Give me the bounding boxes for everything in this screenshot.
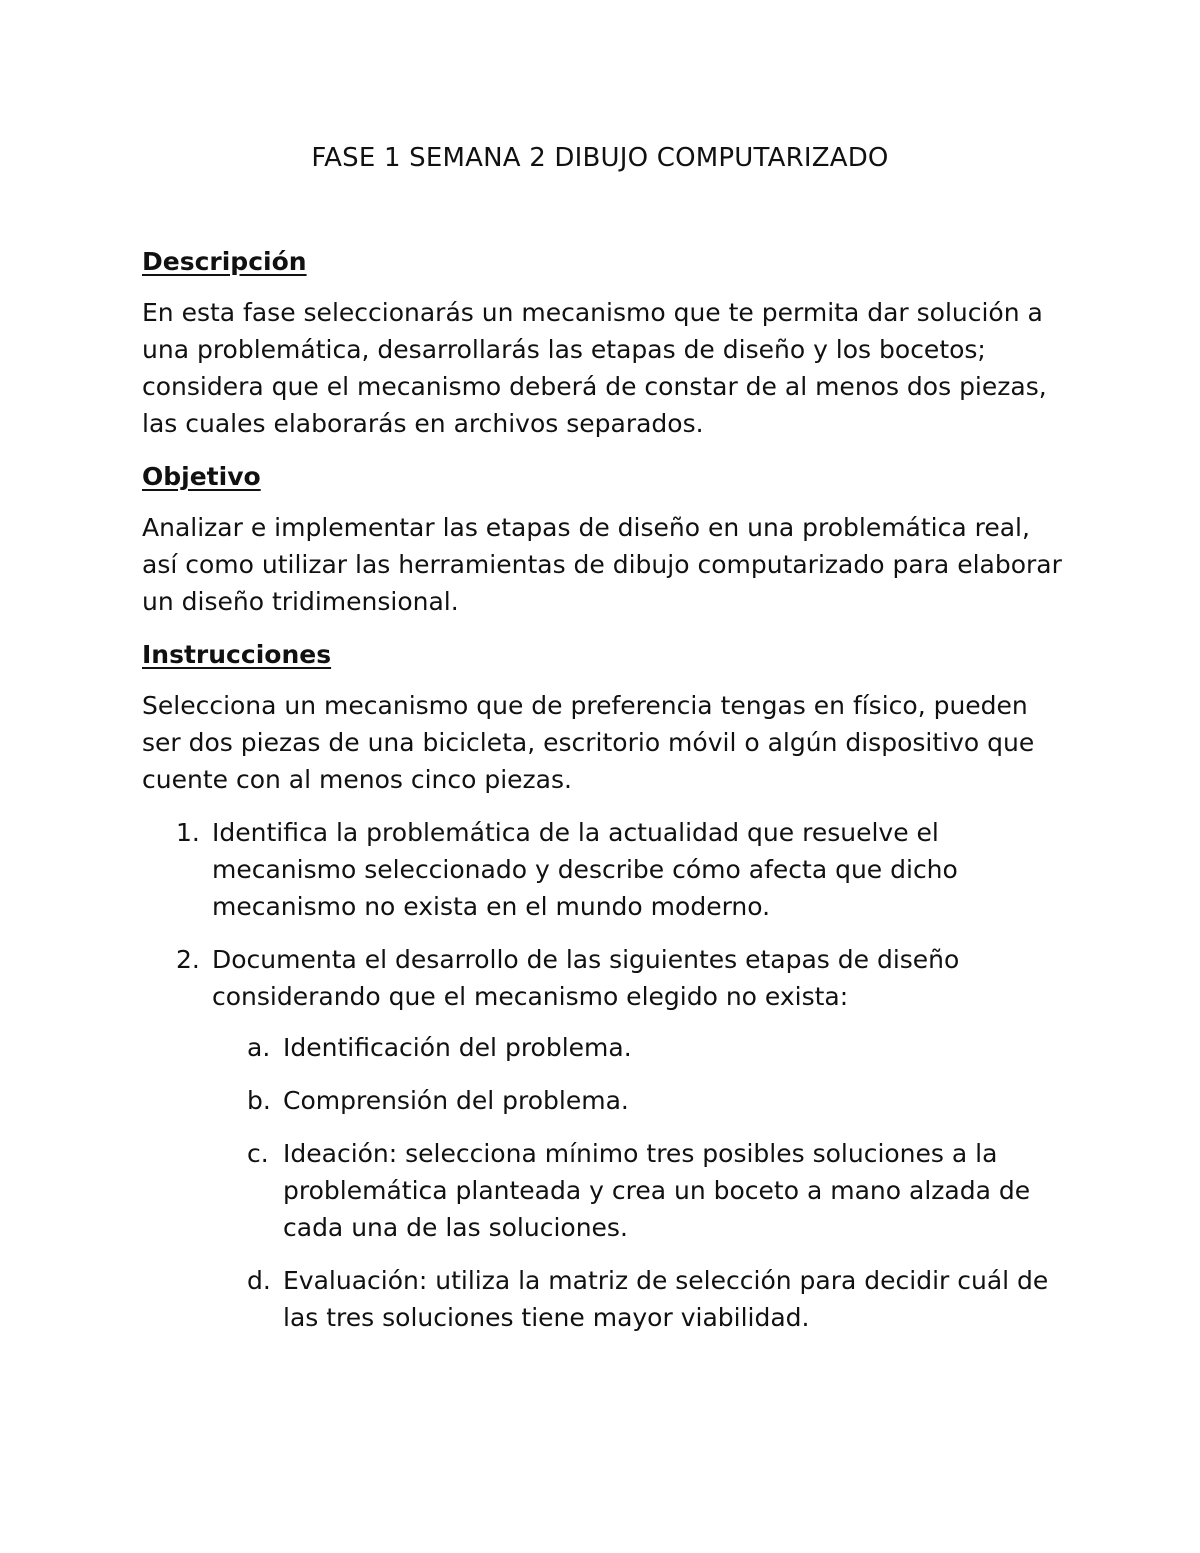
objetivo-text: Analizar e implementar las etapas de diseño en una problemática real, así como utilizar las herramientas de dibujo computarizado para elaborar un diseño tridimensional. — [142, 513, 1062, 616]
document-title: FASE 1 SEMANA 2 DIBUJO COMPUTARIZADO — [311, 143, 889, 173]
instructions-list — [142, 814, 1072, 1336]
list-item — [247, 1262, 1072, 1336]
instrucciones-heading: Instrucciones — [142, 640, 332, 669]
list-item — [247, 1135, 1072, 1246]
list-item — [247, 1082, 1072, 1119]
list-marker: 1. — [176, 818, 200, 847]
list-item — [247, 1029, 1072, 1066]
document-body — [142, 243, 1072, 1352]
list-marker: d. — [247, 1266, 271, 1295]
list-marker: b. — [247, 1086, 271, 1115]
list-marker: 2. — [176, 945, 200, 974]
list-item-text: Identifica la problemática de la actualidad que resuelve el mecanismo seleccionado y describe cómo afecta que dicho mecanismo no exista en el mundo moderno. — [212, 818, 958, 921]
list-item-text: Ideación: selecciona mínimo tres posibles soluciones a la problemática planteada y crea un boceto a mano alzada de cada una de las soluciones. — [283, 1139, 1031, 1242]
list-item-text: Evaluación: utiliza la matriz de selección para decidir cuál de las tres soluciones tiene mayor viabilidad. — [283, 1266, 1049, 1332]
list-marker: c. — [247, 1139, 269, 1168]
instrucciones-text: Selecciona un mecanismo que de preferencia tengas en físico, pueden ser dos piezas de una bicicleta, escritorio móvil o algún dispositivo que cuente con al menos cinco piezas. — [142, 691, 1035, 794]
list-item-text: Identificación del problema. — [283, 1033, 632, 1062]
objetivo-heading: Objetivo — [142, 462, 261, 491]
list-item — [176, 941, 1072, 1336]
list-marker: a. — [247, 1033, 271, 1062]
list-item — [176, 814, 1072, 925]
list-item-text: Documenta el desarrollo de las siguientes etapas de diseño considerando que el mecanismo elegido no exista: — [212, 945, 960, 1011]
descripcion-heading: Descripción — [142, 247, 307, 276]
descripcion-text: En esta fase seleccionarás un mecanismo que te permita dar solución a una problemática, desarrollarás las etapas de diseño y los bocetos; considera que el mecanismo deberá de constar de al menos dos piezas, las cuales elaborarás en archivos separados. — [142, 298, 1047, 438]
design-stages-list — [212, 1029, 1072, 1336]
list-item-text: Comprensión del problema. — [283, 1086, 629, 1115]
